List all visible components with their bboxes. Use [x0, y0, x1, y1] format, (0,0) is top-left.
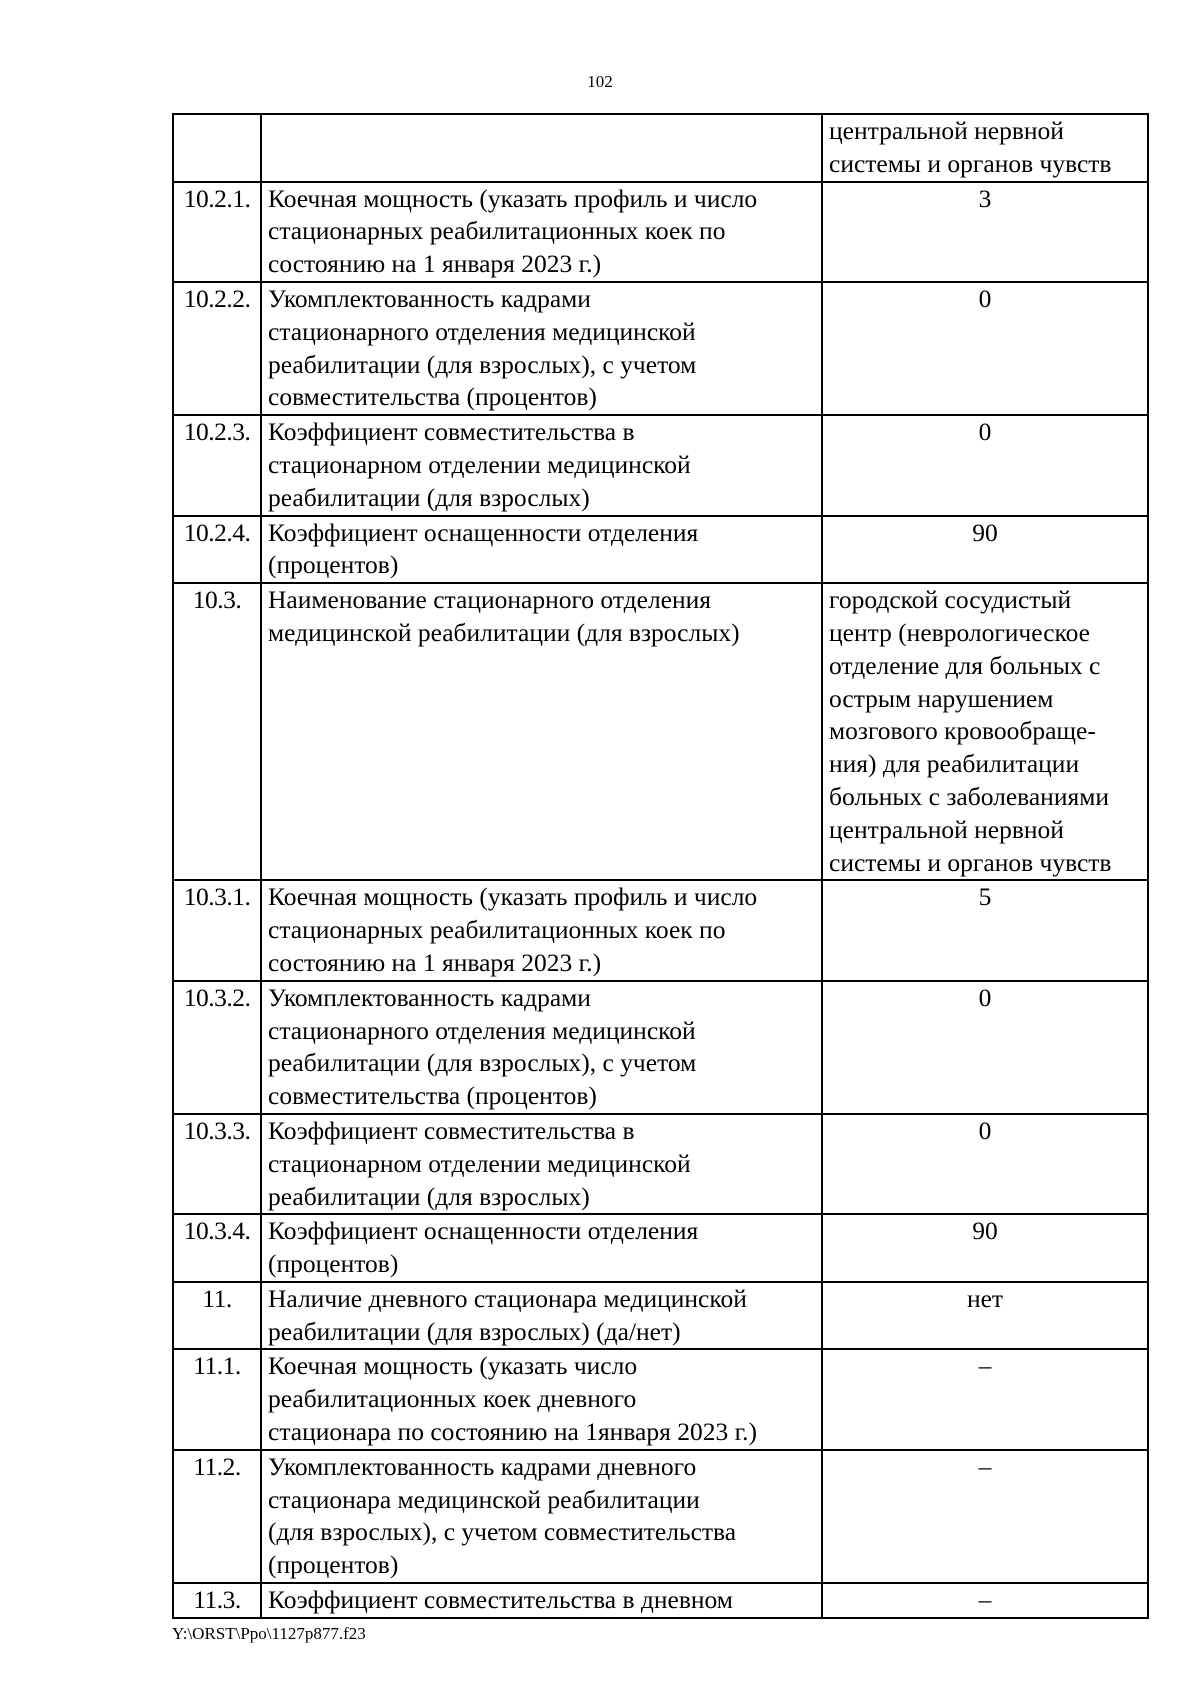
- row-number-cell: 10.2.3.: [173, 415, 261, 515]
- table-row: [173, 1450, 1148, 1583]
- indicator-description-cell: Коэффициент оснащенности отделения (процентов): [261, 1214, 822, 1282]
- row-number-cell: 11.1.: [173, 1349, 261, 1449]
- indicator-value-cell: 3: [822, 182, 1148, 282]
- indicator-value-cell: 0: [822, 282, 1148, 415]
- table-row: [173, 981, 1148, 1114]
- table-row: [173, 282, 1148, 415]
- table-row: [173, 182, 1148, 282]
- indicator-value-cell: 0: [822, 981, 1148, 1114]
- table-row: [173, 1114, 1148, 1214]
- row-number-cell: 10.2.1.: [173, 182, 261, 282]
- indicator-value-cell: городской сосудистый центр (неврологическое отделение для больных с острым нарушением мозгового кровообраще- ния) для реабилитации больных с заболеваниями центральной нервной системы и органов чувств: [822, 583, 1148, 880]
- indicator-description-cell: Коечная мощность (указать профиль и число стационарных реабилитационных коек по состоянию на 1 января 2023 г.): [261, 182, 822, 282]
- indicator-description-cell: Коэффициент совместительства в дневном: [261, 1583, 822, 1618]
- indicator-value-cell: 90: [822, 516, 1148, 584]
- row-number-cell: 10.3.4.: [173, 1214, 261, 1282]
- row-number-cell: [173, 114, 261, 182]
- indicator-description-cell: [261, 114, 822, 182]
- indicator-value-cell: центральной нервной системы и органов чувств: [822, 114, 1148, 182]
- indicator-value-cell: –: [822, 1349, 1148, 1449]
- indicator-description-cell: Наименование стационарного отделения медицинской реабилитации (для взрослых): [261, 583, 822, 880]
- table-row: [173, 1583, 1148, 1618]
- row-number-cell: 10.2.2.: [173, 282, 261, 415]
- indicator-value-cell: –: [822, 1583, 1148, 1618]
- row-number-cell: 10.3.1.: [173, 880, 261, 980]
- indicator-description-cell: Коэффициент совместительства в стационарном отделении медицинской реабилитации (для взрослых): [261, 415, 822, 515]
- indicator-value-cell: 0: [822, 1114, 1148, 1214]
- table-row: [173, 114, 1148, 182]
- data-table: [172, 113, 1149, 1619]
- table-row: [173, 1282, 1148, 1350]
- indicator-description-cell: Укомплектованность кадрами стационарного отделения медицинской реабилитации (для взрослых), с учетом совместительства (процентов): [261, 282, 822, 415]
- indicator-description-cell: Коэффициент совместительства в стационарном отделении медицинской реабилитации (для взрослых): [261, 1114, 822, 1214]
- table-body: [173, 114, 1148, 1618]
- indicator-description-cell: Коэффициент оснащенности отделения (процентов): [261, 516, 822, 584]
- table-row: [173, 415, 1148, 515]
- row-number-cell: 11.: [173, 1282, 261, 1350]
- page-number: 102: [587, 72, 613, 91]
- row-number-cell: 10.3.2.: [173, 981, 261, 1114]
- indicator-description-cell: Укомплектованность кадрами дневного стационара медицинской реабилитации (для взрослых), с учетом совместительства (процентов): [261, 1450, 822, 1583]
- table-row: [173, 583, 1148, 880]
- row-number-cell: 10.2.4.: [173, 516, 261, 584]
- table-row: [173, 1349, 1148, 1449]
- table-row: [173, 516, 1148, 584]
- row-number-cell: 11.2.: [173, 1450, 261, 1583]
- indicator-value-cell: нет: [822, 1282, 1148, 1350]
- indicator-description-cell: Укомплектованность кадрами стационарного отделения медицинской реабилитации (для взрослых), с учетом совместительства (процентов): [261, 981, 822, 1114]
- row-number-cell: 11.3.: [173, 1583, 261, 1618]
- table-row: [173, 1214, 1148, 1282]
- indicator-value-cell: 5: [822, 880, 1148, 980]
- file-path-footer: Y:\ORST\Ppo\1127p877.f23: [172, 1624, 366, 1643]
- indicator-description-cell: Коечная мощность (указать число реабилитационных коек дневного стационара по состоянию на 1января 2023 г.): [261, 1349, 822, 1449]
- indicator-value-cell: 0: [822, 415, 1148, 515]
- row-number-cell: 10.3.: [173, 583, 261, 880]
- indicator-value-cell: –: [822, 1450, 1148, 1583]
- indicator-description-cell: Наличие дневного стационара медицинской реабилитации (для взрослых) (да/нет): [261, 1282, 822, 1350]
- indicator-description-cell: Коечная мощность (указать профиль и число стационарных реабилитационных коек по состоянию на 1 января 2023 г.): [261, 880, 822, 980]
- table-row: [173, 880, 1148, 980]
- indicator-value-cell: 90: [822, 1214, 1148, 1282]
- row-number-cell: 10.3.3.: [173, 1114, 261, 1214]
